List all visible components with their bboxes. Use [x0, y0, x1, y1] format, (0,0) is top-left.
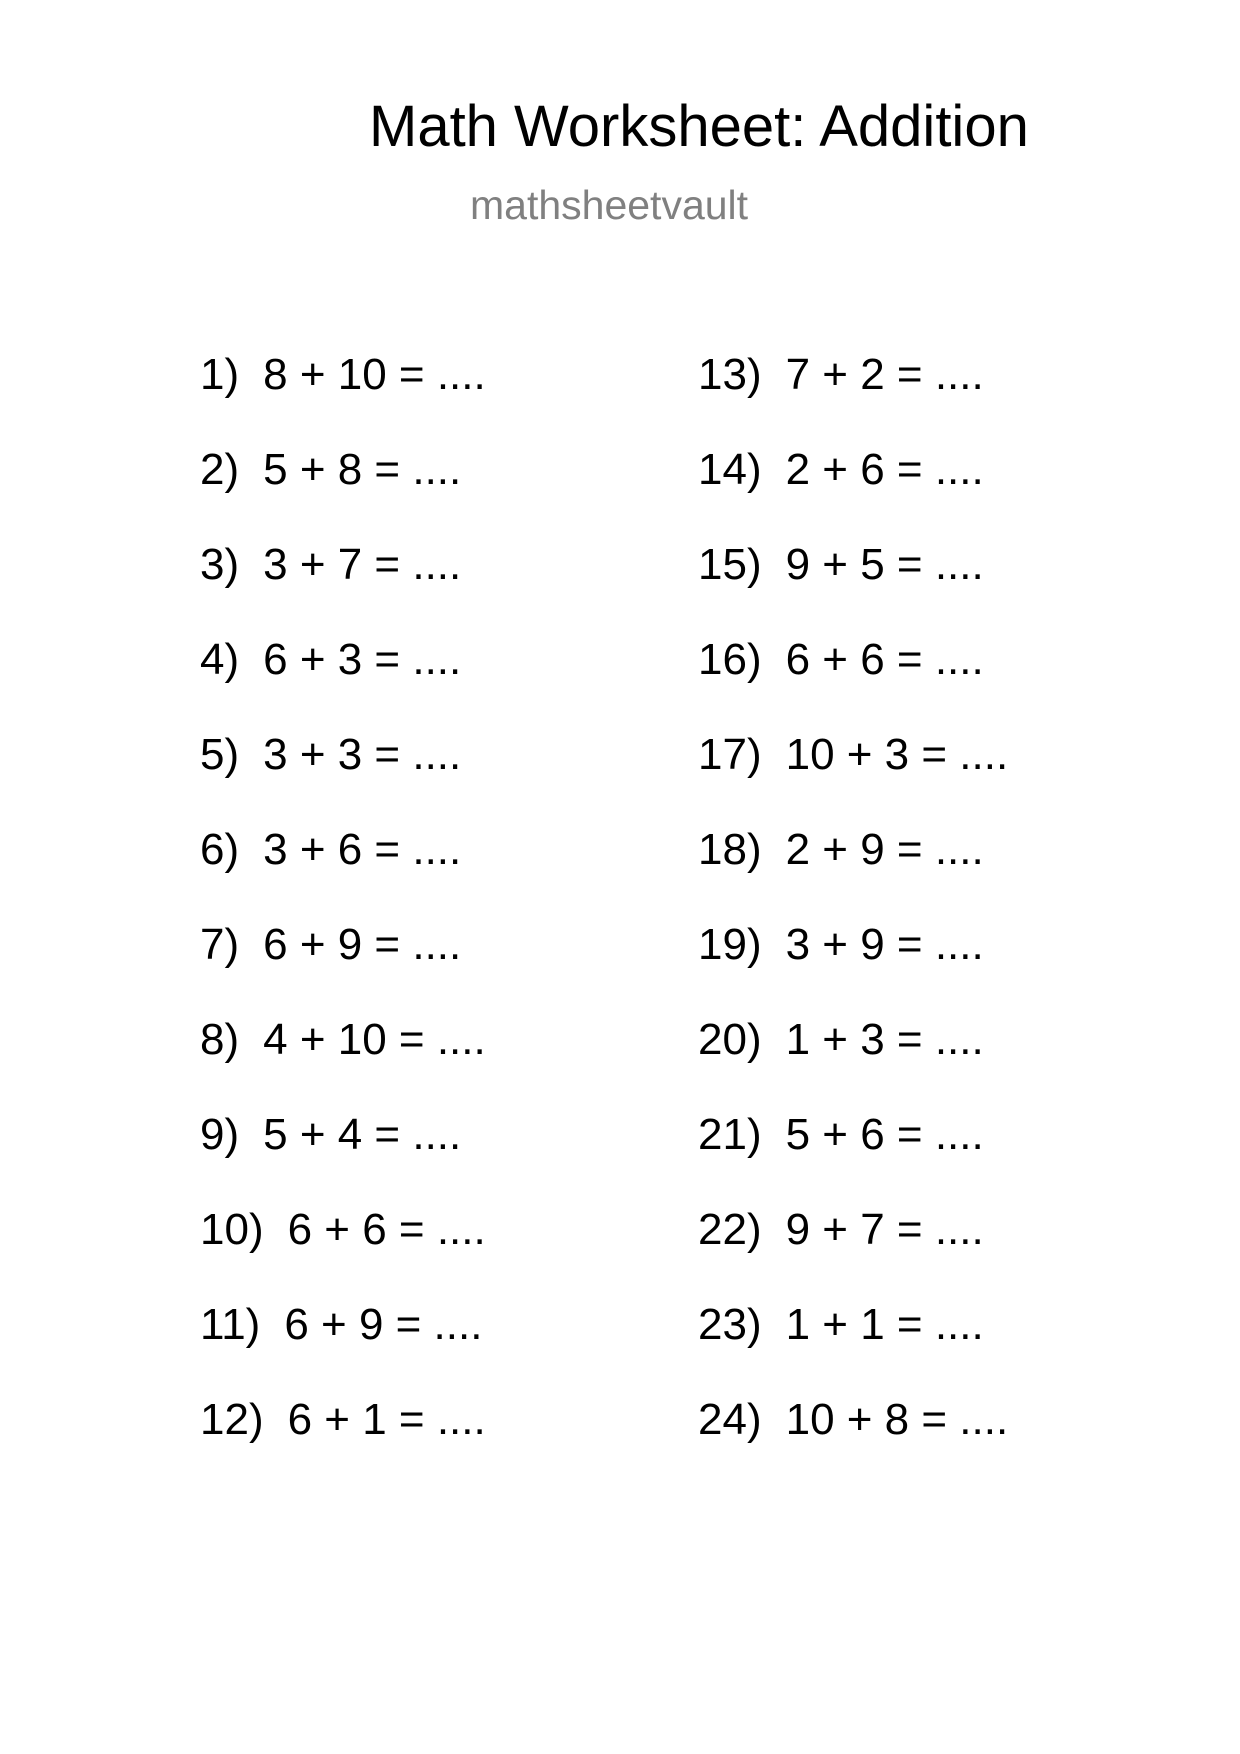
problem-number: 18) — [698, 825, 762, 874]
problem-expression: 3 + 6 = .... — [263, 825, 462, 874]
problem-item — [200, 1015, 486, 1110]
problem-expression: 5 + 4 = .... — [263, 1110, 462, 1159]
problem-item — [698, 350, 1008, 445]
problem-number: 3) — [200, 540, 240, 589]
problem-item — [200, 825, 486, 920]
problem-expression: 6 + 6 = .... — [785, 635, 984, 684]
problem-number: 1) — [200, 350, 240, 399]
problem-expression: 6 + 9 = .... — [263, 920, 462, 969]
problem-item — [200, 920, 486, 1015]
problem-item — [698, 1110, 1008, 1205]
problem-number: 24) — [698, 1395, 762, 1444]
problem-expression: 3 + 3 = .... — [263, 730, 462, 779]
problem-number: 17) — [698, 730, 762, 779]
problem-number: 14) — [698, 445, 762, 494]
problem-number: 8) — [200, 1015, 240, 1064]
problem-expression: 6 + 1 = .... — [287, 1395, 486, 1444]
problem-number: 7) — [200, 920, 240, 969]
problem-item — [698, 1395, 1008, 1490]
problem-expression: 9 + 7 = .... — [785, 1205, 984, 1254]
problem-expression: 1 + 1 = .... — [785, 1300, 984, 1349]
problem-number: 15) — [698, 540, 762, 589]
problem-number: 2) — [200, 445, 240, 494]
problem-expression: 6 + 3 = .... — [263, 635, 462, 684]
problem-expression: 3 + 7 = .... — [263, 540, 462, 589]
problem-expression: 10 + 3 = .... — [785, 730, 1009, 779]
problem-item — [200, 1205, 486, 1300]
problem-expression: 5 + 8 = .... — [263, 445, 462, 494]
problem-number: 16) — [698, 635, 762, 684]
problem-item — [698, 1300, 1008, 1395]
problem-expression: 6 + 9 = .... — [284, 1300, 483, 1349]
problem-expression: 3 + 9 = .... — [785, 920, 984, 969]
problem-number: 21) — [698, 1110, 762, 1159]
problem-item — [698, 635, 1008, 730]
problem-expression: 7 + 2 = .... — [785, 350, 984, 399]
problem-item — [698, 445, 1008, 540]
problem-number: 13) — [698, 350, 762, 399]
problem-list-right — [698, 350, 1008, 1490]
problem-expression: 1 + 3 = .... — [785, 1015, 984, 1064]
problem-item — [200, 1110, 486, 1205]
problem-number: 11) — [200, 1300, 261, 1349]
problem-expression: 8 + 10 = .... — [263, 350, 486, 399]
problem-number: 20) — [698, 1015, 762, 1064]
problem-item — [698, 920, 1008, 1015]
problem-item — [200, 1300, 486, 1395]
problem-item — [698, 540, 1008, 635]
problem-item — [200, 730, 486, 825]
problem-number: 22) — [698, 1205, 762, 1254]
problem-item — [698, 1205, 1008, 1300]
problem-item — [200, 1395, 486, 1490]
page-title: Math Worksheet: Addition — [369, 94, 1029, 159]
problem-number: 4) — [200, 635, 240, 684]
problem-number: 10) — [200, 1205, 264, 1254]
problem-number: 12) — [200, 1395, 264, 1444]
problem-number: 19) — [698, 920, 762, 969]
problem-expression: 2 + 9 = .... — [785, 825, 984, 874]
problem-expression: 10 + 8 = .... — [785, 1395, 1009, 1444]
problem-number: 23) — [698, 1300, 762, 1349]
problem-number: 9) — [200, 1110, 240, 1159]
problem-item — [200, 445, 486, 540]
problem-item — [698, 1015, 1008, 1110]
problem-expression: 9 + 5 = .... — [785, 540, 984, 589]
page-subtitle: mathsheetvault — [470, 182, 749, 228]
problem-expression: 2 + 6 = .... — [785, 445, 984, 494]
problem-item — [200, 635, 486, 730]
problem-item — [200, 540, 486, 635]
problem-number: 5) — [200, 730, 240, 779]
problem-item — [698, 730, 1008, 825]
problem-expression: 6 + 6 = .... — [287, 1205, 486, 1254]
problem-list-left — [200, 350, 486, 1490]
problem-number: 6) — [200, 825, 240, 874]
problem-expression: 4 + 10 = .... — [263, 1015, 486, 1064]
problem-item — [698, 825, 1008, 920]
problem-expression: 5 + 6 = .... — [785, 1110, 984, 1159]
problem-item — [200, 350, 486, 445]
